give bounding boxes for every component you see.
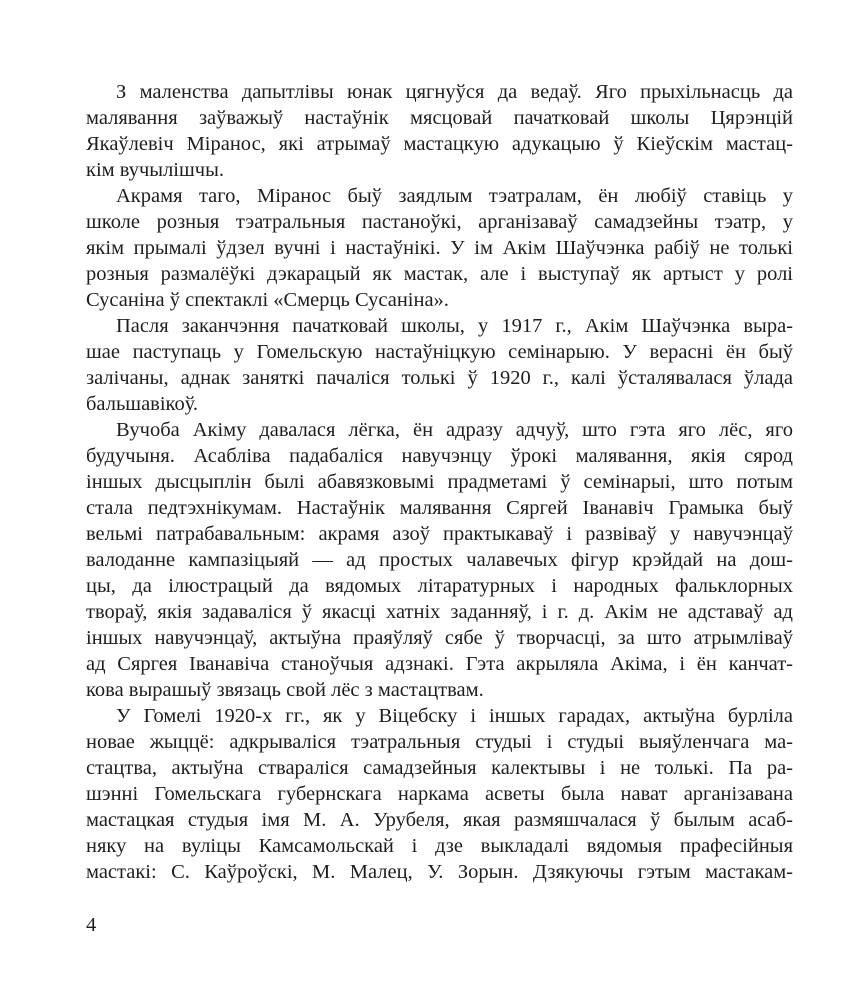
text-line: З маленства дапытлівы юнак цягнуўся да ведаў. Яго прыхільнасць да	[116, 81, 793, 103]
paragraph	[86, 183, 793, 313]
paragraph	[86, 703, 793, 885]
paragraph	[86, 313, 793, 417]
text-line: будучыня. Асабліва падабаліся навучэнцу ўрокі малявання, якія сярод	[86, 445, 793, 467]
page-body-text	[86, 79, 793, 885]
text-line: новае жыццё: адкрываліся тэатральныя студыі і студыі выяўленчага ма-	[86, 731, 793, 753]
text-line: вельмі патрабавальным: акрамя азоў практыкаваў і развіваў у навучэнцаў	[86, 523, 793, 545]
text-line: ад Сяргея Іванавіча станоўчыя адзнакі. Гэта акрыляла Акіма, і ён канчат-	[86, 653, 793, 675]
text-line: бальшавікоў.	[86, 393, 199, 415]
page-number: 4	[86, 914, 97, 936]
text-line: твораў, якія задаваліся ў якасці хатніх заданняў, і г. д. Акім не адставаў ад	[86, 601, 793, 623]
text-line: залічаны, аднак заняткі пачаліся толькі ў 1920 г., калі ўсталявалася ўлада	[86, 367, 793, 389]
text-line: кова вырашыў звязаць свой лёс з мастацтвам.	[86, 679, 484, 701]
text-line: цы, да ілюстрацый да вядомых літаратурных і народных фальклорных	[86, 575, 793, 597]
text-line: Акрамя таго, Міранос быў заядлым тэатралам, ён любіў ставіць у	[116, 185, 793, 207]
text-line: Вучоба Акіму давалася лёгка, ён адразу адчуў, што гэта яго лёс, яго	[116, 419, 793, 441]
paragraph	[86, 417, 793, 703]
text-line: шэнні Гомельскага губернскага наркама асветы была нават арганізавана	[86, 783, 793, 805]
paragraph	[86, 79, 793, 183]
text-line: малявання заўважыў настаўнік мясцовай пачатковай школы Цярэнцій	[86, 107, 793, 129]
text-line: Пасля заканчэння пачатковай школы, у 1917 г., Акім Шаўчэнка выра-	[116, 315, 793, 337]
text-line: кім вучылішчы.	[86, 159, 224, 181]
text-line: стацтва, актыўна ствараліся самадзейныя калектывы і не толькі. Па ра-	[86, 757, 793, 779]
text-line: розныя размалёўкі дэкарацый як мастак, але і выступаў як артыст у ролі	[86, 263, 793, 285]
text-line: Якаўлевіч Міранос, які атрымаў мастацкую адукацыю ў Кіеўскім мастац-	[86, 133, 793, 155]
text-line: мастакі: С. Каўроўскі, М. Малец, У. Зорын. Дзякуючы гэтым мастакам-	[86, 861, 793, 883]
text-line: няку на вуліцы Камсамольскай і дзе выкладалі вядомыя прафесійныя	[86, 835, 793, 857]
text-line: іншых дысцыплін былі абавязковымі прадметамі ў семінарыі, што потым	[86, 471, 793, 493]
text-line: У Гомелі 1920-х гг., як у Віцебску і іншых гарадах, актыўна бурліла	[116, 705, 793, 727]
text-line: якім прымалі ўдзел вучні і настаўнікі. У ім Акім Шаўчэнка рабіў не толькі	[86, 237, 793, 259]
text-line: шае паступаць у Гомельскую настаўніцкую семінарыю. У верасні ён быў	[86, 341, 793, 363]
text-line: валоданне кампазіцыяй — ад простых чалавечых фігур крэйдай на дош-	[86, 549, 793, 571]
text-line: мастацкая студыя імя М. А. Урубеля, якая размяшчалася ў былым асаб-	[86, 809, 793, 831]
text-line: стала педтэхнікумам. Настаўнік малявання Сяргей Іванавіч Грамыка быў	[86, 497, 793, 519]
text-line: Сусаніна ў спектаклі «Смерць Сусаніна».	[86, 289, 449, 311]
text-line: школе розныя тэатральныя пастаноўкі, арганізаваў самадзейны тэатр, у	[86, 211, 793, 233]
text-line: іншых навучэнцаў, актыўна праяўляў сябе ў творчасці, за што атрымліваў	[86, 627, 793, 649]
